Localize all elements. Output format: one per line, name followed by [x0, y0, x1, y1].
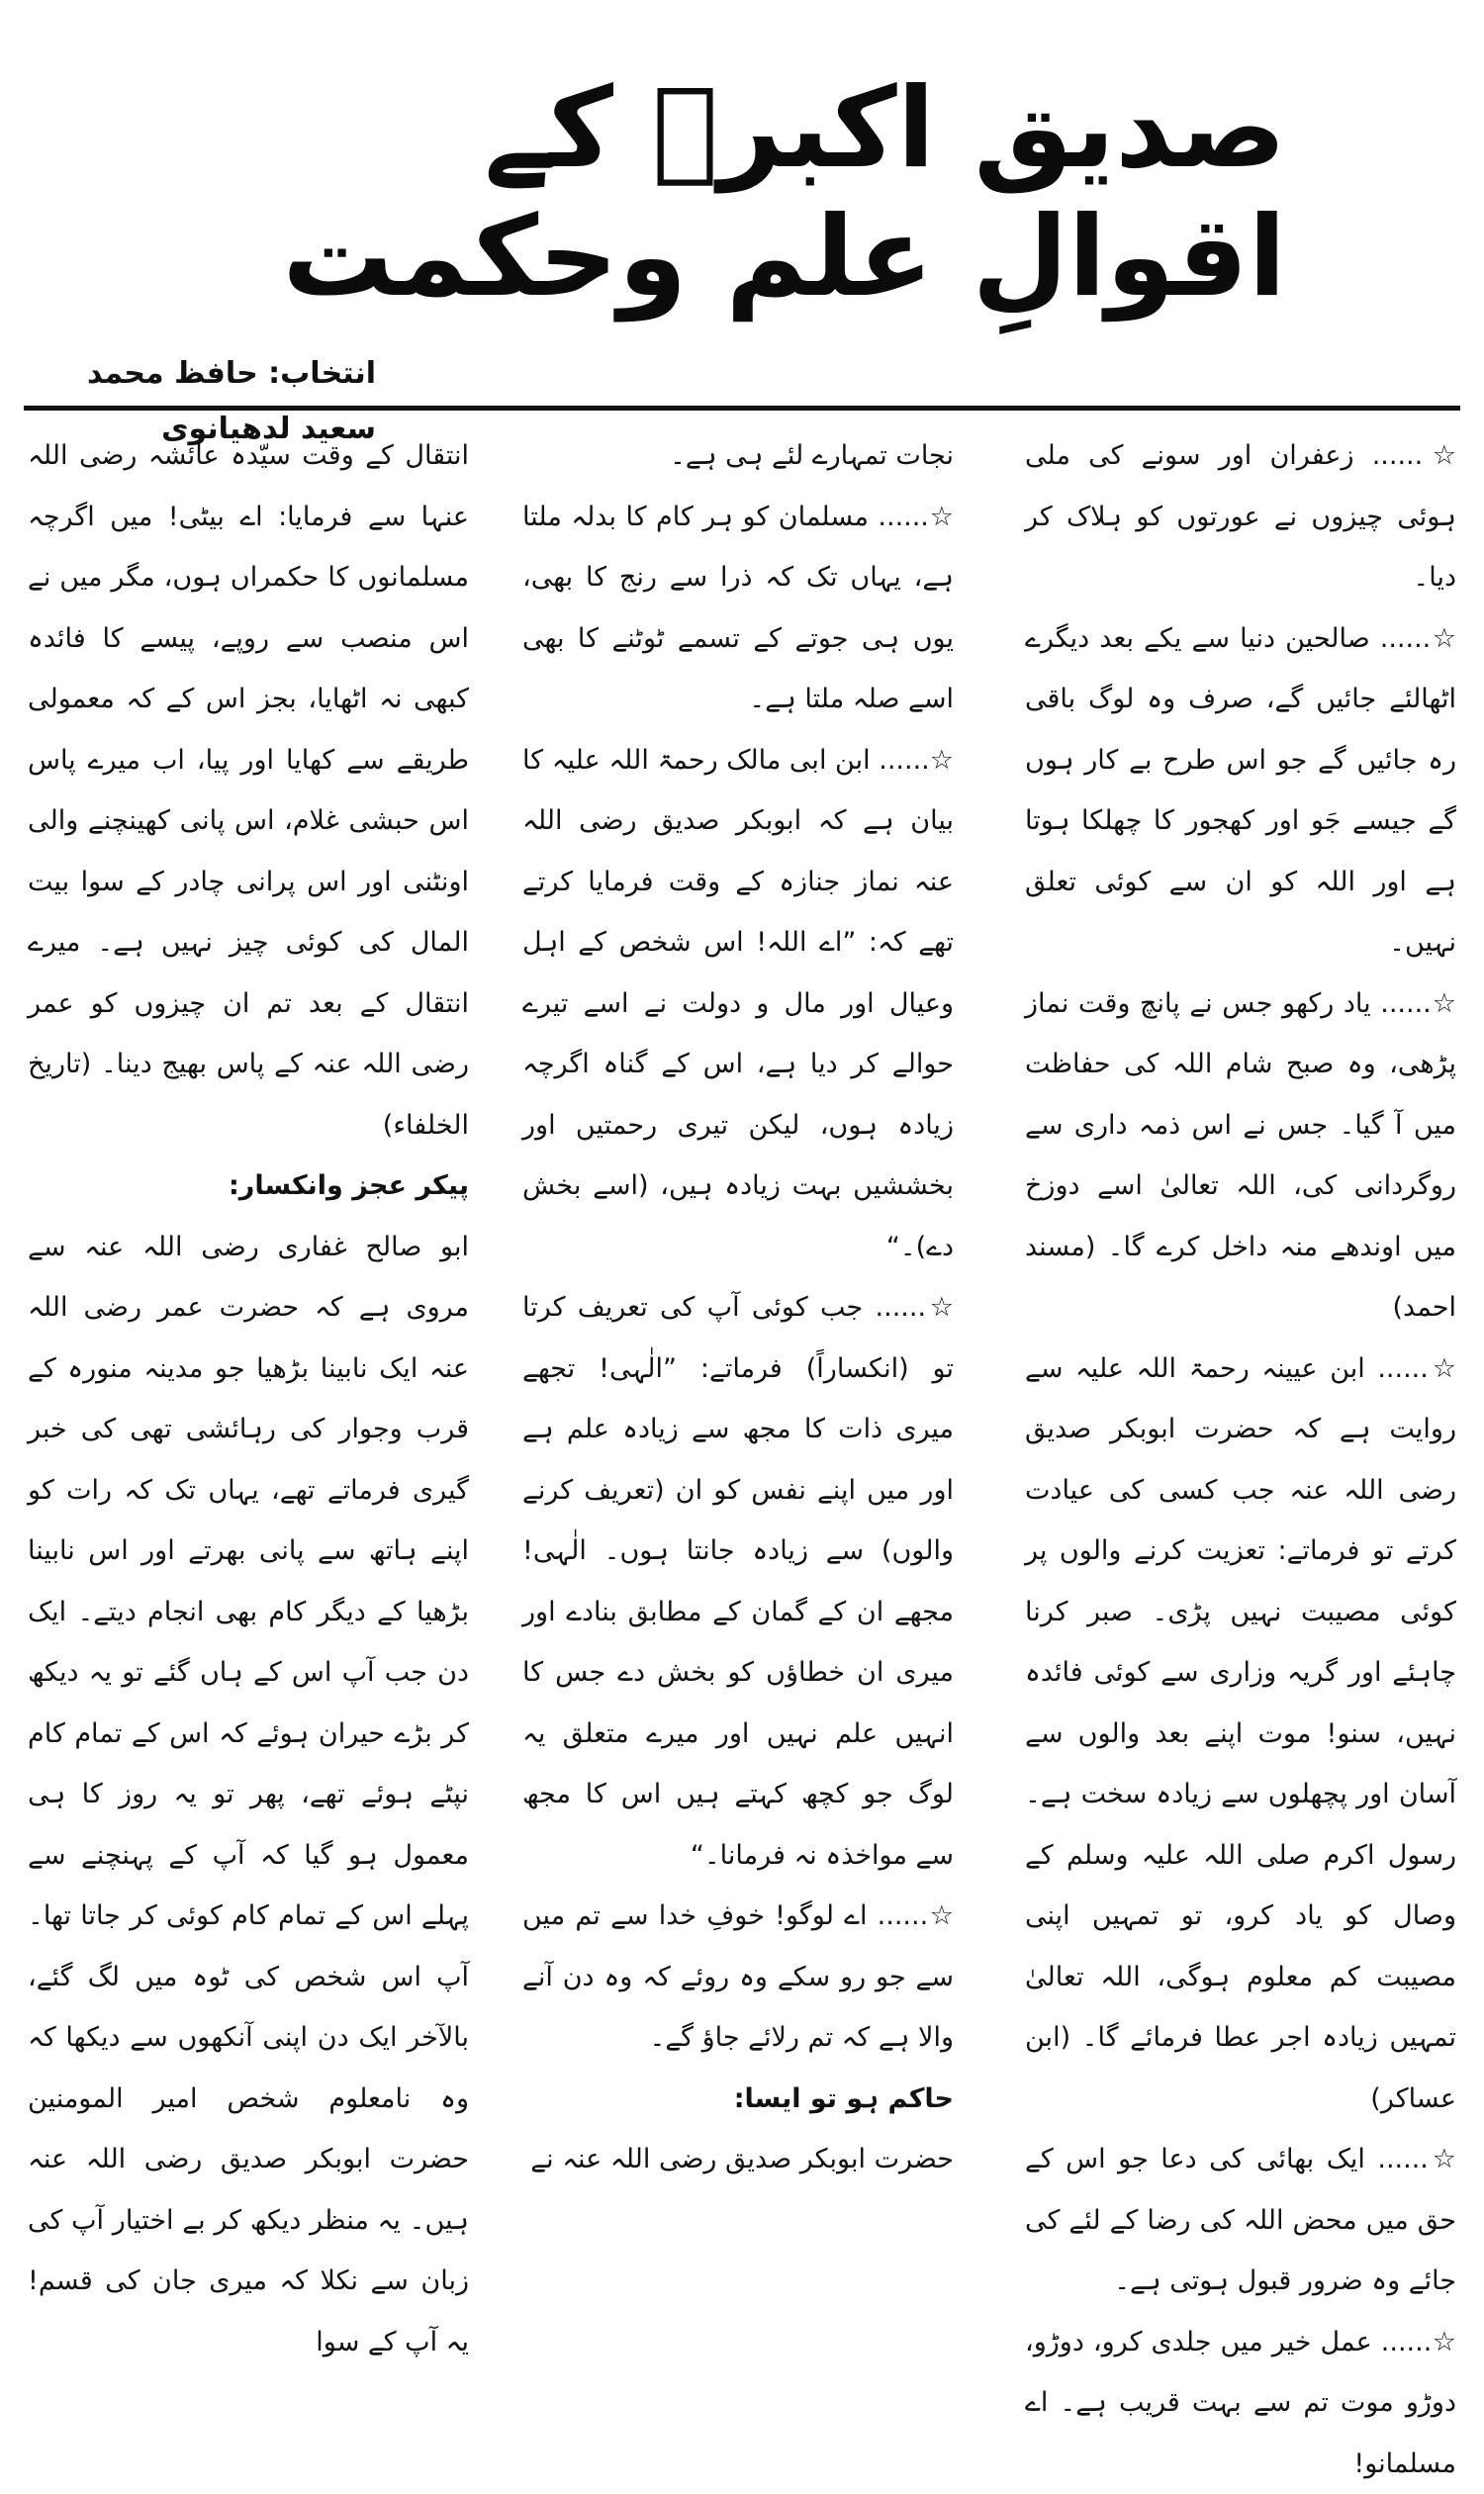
header-divider — [24, 406, 1460, 411]
paragraph: ☆...... جب کوئی آپ کی تعریف کرتا تو (انکساراً) فرماتے: ”الٰہی! تجھے میری ذات کا مجھ سے زیادہ علم ہے اور میں اپنے نفس کو ان (تعریف کرنے والوں) سے زیادہ جانتا ہوں۔ الٰہی! مجھے ان کے گمان کے مطابق بنادے اور میری ان خطاؤں کو بخش دے جس کا انہیں علم نہیں اور میرے متعلق یہ لوگ جو کچھ کہتے ہیں اس کا مجھ سے مواخذہ نہ فرمانا۔“ — [522, 1277, 954, 1886]
byline: انتخاب: حافظ محمد سعید لدھیانوی — [30, 346, 376, 402]
article-title: صدیق اکبرؓ کے اقوالِ علم وحکمت — [198, 94, 1286, 292]
paragraph: انتقال کے وقت سیّدہ عائشہ رضی اللہ عنہا سے فرمایا: اے بیٹی! میں اگرچہ مسلمانوں کا حکمراں ہوں، مگر میں نے اس منصب سے روپے، پیسے کا فائدہ کبھی نہ اٹھایا، بجز اس کے کہ معمولی طریقے سے کھایا اور پیا، اب میرے پاس اس حبشی غلام، اس پانی کھینچنے والی اونٹنی اور اس پرانی چادر کے سوا بیت المال کی کوئی چیز نہیں ہے۔ میرے انتقال کے بعد تم ان چیزوں کو عمر رضی اللہ عنہ کے پاس بھیج دینا۔ (تاریخ الخلفاء) — [28, 425, 469, 1155]
column-left — [28, 425, 469, 2157]
paragraph: ☆...... ابن عیینہ رحمۃ اللہ علیہ سے روایت ہے کہ حضرت ابوبکر صدیق رضی اللہ عنہ جب کسی کی عیادت کرتے تو فرماتے: تعزیت کرنے والوں پر کوئی مصیبت نہیں پڑی۔ صبر کرنا چاہئے اور گریہ وزاری سے کوئی فائدہ نہیں، سنو! موت اپنے بعد والوں سے آسان اور پچھلوں سے زیادہ سخت ہے۔ رسول اکرم صلی اللہ علیہ وسلم کے وصال کو یاد کرو، تو تمہیں اپنی مصیبت کم معلوم ہوگی، اللہ تعالیٰ تمہیں زیادہ اجر عطا فرمائے گا۔ (ابن عساکر) — [1025, 1339, 1456, 2130]
section-heading: پیکر عجز وانکسار: — [28, 1155, 469, 1217]
section-heading: حاکم ہو تو ایسا: — [522, 2069, 954, 2130]
column-middle — [522, 425, 954, 2157]
paragraph: ☆...... صالحین دنیا سے یکے بعد دیگرے اٹھالئے جائیں گے، صرف وہ لوگ باقی رہ جائیں گے جو اس طرح بے کار ہوں گے جیسے جَو اور کھجور کا چھلکا ہوتا ہے اور اللہ کو ان سے کوئی تعلق نہیں۔ — [1025, 608, 1456, 973]
paragraph: نجات تمہارے لئے ہی ہے۔ — [522, 425, 954, 487]
paragraph: ☆...... زعفران اور سونے کی ملی ہوئی چیزوں نے عورتوں کو ہلاک کر دیا۔ — [1025, 425, 1456, 608]
paragraph: ☆...... مسلمان کو ہر کام کا بدلہ ملتا ہے، یہاں تک کہ ذرا سے رنج کا بھی، یوں ہی جوتے کے تسمے ٹوٹنے کا بھی اسے صلہ ملتا ہے۔ — [522, 487, 954, 730]
paragraph: ☆...... ایک بھائی کی دعا جو اس کے حق میں محض اللہ کی رضا کے لئے کی جائے وہ ضرور قبول ہوتی ہے۔ — [1025, 2129, 1456, 2312]
paragraph: ابو صالح غفاری رضی اللہ عنہ سے مروی ہے کہ حضرت عمر رضی اللہ عنہ ایک نابینا بڑھیا جو مدینہ منورہ کے قرب وجوار کی رہائشی تھی کی خبر گیری فرماتے تھے، یہاں تک کہ رات کو اپنے ہاتھ سے پانی بھرتے اور اس نابینا بڑھیا کے دیگر کام بھی انجام دیتے۔ ایک دن جب آپ اس کے ہاں گئے تو یہ دیکھ کر بڑے حیران ہوئے کہ اس کے تمام کام نپٹے ہوئے تھے، پھر تو یہ روز کا ہی معمول ہو گیا کہ آپ کے پہنچنے سے پہلے اس کے تمام کام کوئی کر جاتا تھا۔ آپ اس شخص کی ٹوہ میں لگ گئے، بالآخر ایک دن اپنی آنکھوں سے دیکھا کہ وہ نامعلوم شخص امیر المومنین حضرت ابوبکر صدیق رضی اللہ عنہ ہیں۔ یہ منظر دیکھ کر بے اختیار آپ کی زبان سے نکلا کہ میری جان کی قسم! یہ آپ کے سوا — [28, 1217, 469, 2373]
paragraph: ☆...... یاد رکھو جس نے پانچ وقت نماز پڑھی، وہ صبح شام اللہ کی حفاظت میں آ گیا۔ جس نے اس ذمہ داری سے روگردانی کی، اللہ تعالیٰ اسے دوزخ میں اوندھے منہ داخل کرے گا۔ (مسند احمد) — [1025, 973, 1456, 1339]
paragraph: حضرت ابوبکر صدیق رضی اللہ عنہ نے — [522, 2129, 954, 2190]
paragraph: ☆...... عمل خیر میں جلدی کرو، دوڑو، دوڑو موت تم سے بہت قریب ہے۔ اے مسلمانو! — [1025, 2312, 1456, 2494]
column-right — [1025, 425, 1456, 2157]
paragraph: ☆...... ابن ابی مالک رحمۃ اللہ علیہ کا بیان ہے کہ ابوبکر صدیق رضی اللہ عنہ نماز جنازہ کے وقت فرمایا کرتے تھے کہ: ”اے اللہ! اس شخص کے اہل وعیال اور مال و دولت نے اسے تیرے حوالے کر دیا ہے، اس کے گناہ اگرچہ زیادہ ہوں، لیکن تیری رحمتیں اور بخششیں بہت زیادہ ہیں، (اسے بخش دے)۔“ — [522, 730, 954, 1278]
paragraph: ☆...... اے لوگو! خوفِ خدا سے تم میں سے جو رو سکے وہ روئے کہ وہ دن آنے والا ہے کہ تم رلائے جاؤ گے۔ — [522, 1886, 954, 2069]
